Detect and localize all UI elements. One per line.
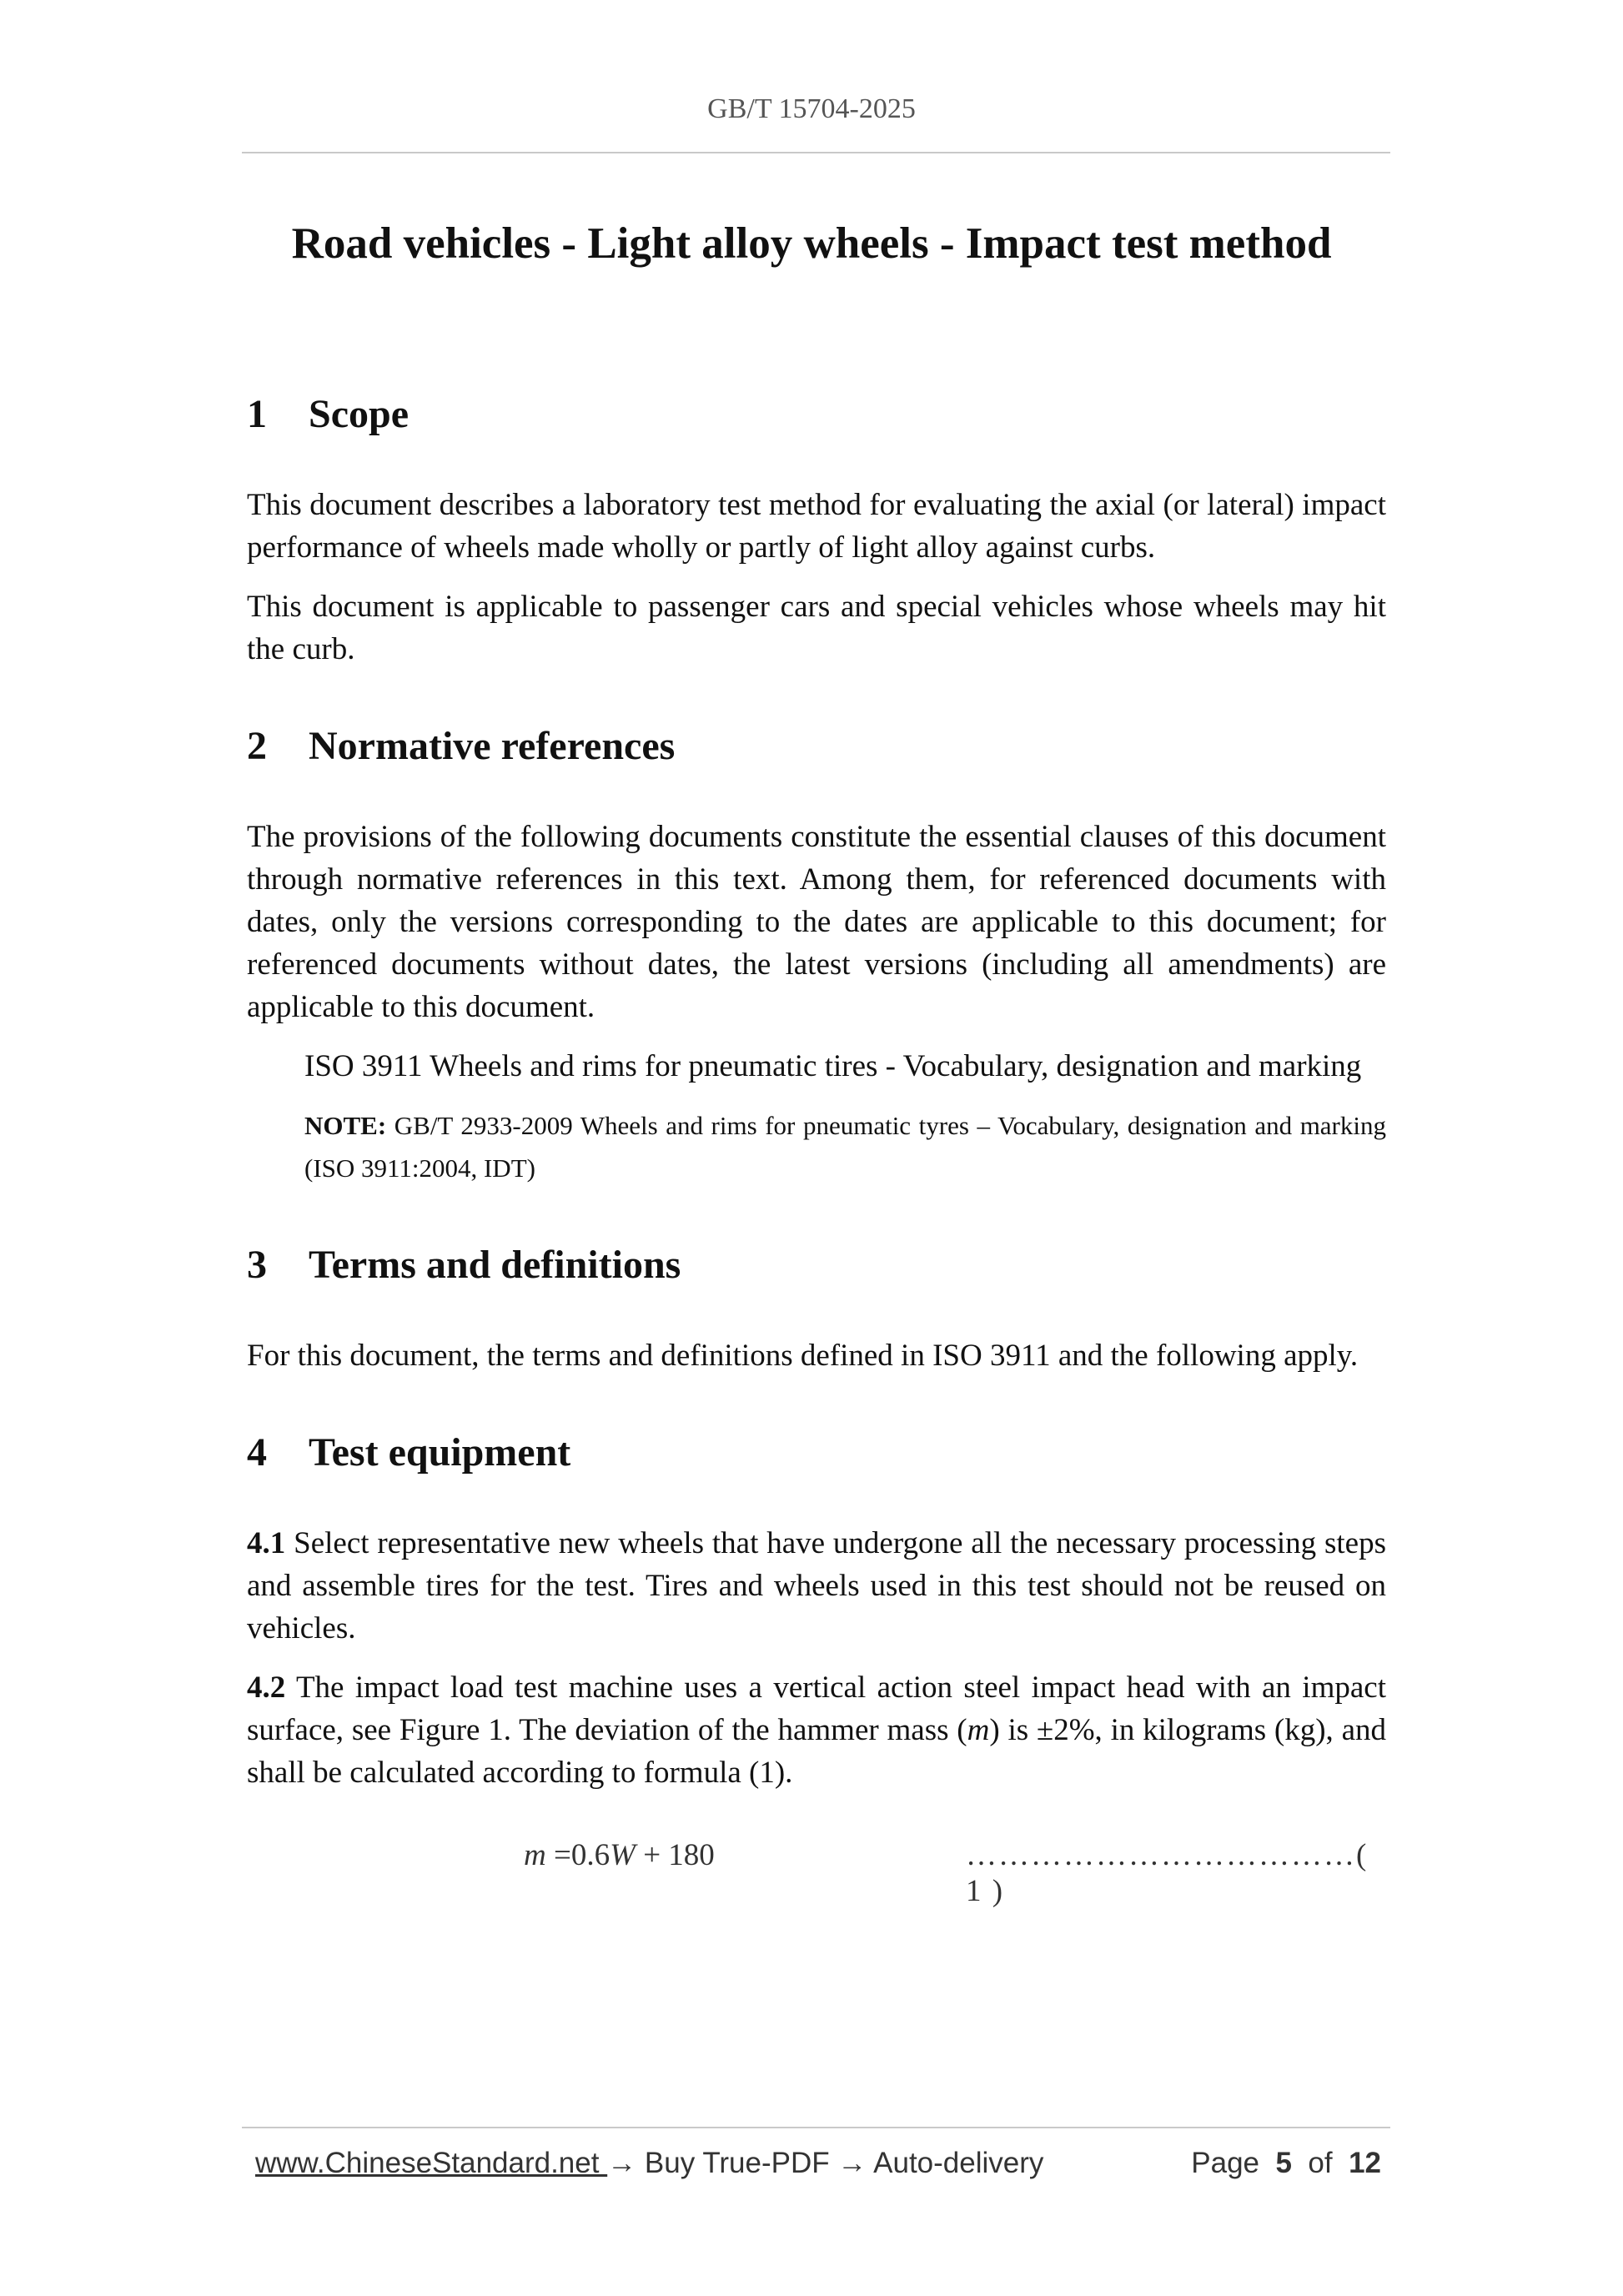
normative-references-paragraph: The provisions of the following documents constitute the essential clauses of this document through normative references in this text. Among them, for referenced documents with dates, only the versions corresponding to the dates are applicable to this document; for referenced documents without dates, the latest versions (including all amendments) are applicable to this document.	[247, 820, 1386, 1024]
section-title: Scope	[309, 392, 409, 436]
buy-pdf-text: Buy True-PDF	[636, 2147, 838, 2179]
formula-1	[247, 1837, 1386, 1908]
document-body	[247, 385, 1386, 1908]
clause-number: 4.2	[247, 1671, 286, 1705]
page-number: 5	[1275, 2147, 1292, 2179]
page-label: Page	[1191, 2147, 1260, 2179]
note-text: GB/T 2933-2009 Wheels and rims for pneumatic tyres – Vocabulary, designation and marking (ISO 3911:2004, IDT)	[304, 1111, 1386, 1183]
document-title: Road vehicles - Light alloy wheels - Impact test method	[291, 219, 1332, 268]
formula-expression	[524, 1837, 715, 1873]
section-1-heading	[247, 385, 1386, 444]
formula-rhs-b: + 180	[635, 1838, 715, 1872]
arrow-right-icon: →	[837, 2147, 867, 2179]
section-number: 3	[247, 1243, 267, 1287]
clause-text: Select representative new wheels that have undergone all the necessary processing steps and assemble tires for the test. Tires and wheels used in this test should not be reused on vehicles.	[247, 1526, 1386, 1645]
section-2-heading	[247, 717, 1386, 776]
section-title: Terms and definitions	[309, 1243, 681, 1287]
footer-divider	[242, 2127, 1390, 2128]
auto-delivery-text: Auto-delivery	[867, 2147, 1044, 2179]
clause-number: 4.1	[247, 1526, 286, 1560]
section-3-heading	[247, 1236, 1386, 1294]
scope-paragraph-1: This document describes a laboratory test method for evaluating the axial (or lateral) impact performance of wheels made wholly or partly of light alloy against curbs.	[247, 488, 1386, 565]
website-link[interactable]: www.ChineseStandard.net	[255, 2147, 608, 2179]
reference-note	[304, 1104, 1386, 1189]
clause-4-2	[247, 1666, 1386, 1794]
clause-text-b: ) is ±2%, in kilograms (kg), and shall be calculated according to formula (1).	[247, 1713, 1386, 1790]
header-standard-id: GB/T 15704-2025	[707, 93, 916, 124]
clause-text-a: The impact load test machine uses a vertical action steel impact head with an impact surface, see Figure 1. The deviation of the hammer mass (	[247, 1671, 1386, 1747]
page-indicator	[1191, 2147, 1381, 2180]
reference-iso-3911: ISO 3911 Wheels and rims for pneumatic tires - Vocabulary, designation and marking	[304, 1049, 1362, 1083]
formula-lhs: m	[524, 1838, 546, 1872]
formula-number	[966, 1837, 1386, 1909]
clause-variable: m	[967, 1713, 990, 1747]
section-number: 1	[247, 392, 267, 436]
section-number: 2	[247, 724, 267, 768]
section-title: Normative references	[309, 724, 676, 768]
arrow-right-icon: →	[607, 2147, 637, 2179]
scope-paragraph-2: This document is applicable to passenger cars and special vehicles whose wheels may hit the curb.	[247, 590, 1386, 666]
formula-leader: ………………………………	[966, 1838, 1356, 1872]
section-4-heading	[247, 1424, 1386, 1482]
formula-rhs-a: =0.6	[545, 1838, 611, 1872]
of-label: of	[1308, 2147, 1333, 2179]
formula-rhs-var: W	[610, 1838, 636, 1872]
section-title: Test equipment	[309, 1430, 571, 1475]
clause-4-1	[247, 1522, 1386, 1650]
formula-label: ( 1 )	[966, 1838, 1369, 1908]
note-label: NOTE:	[304, 1111, 387, 1140]
section-number: 4	[247, 1430, 267, 1475]
footer	[255, 2147, 1381, 2180]
page-total: 12	[1349, 2147, 1381, 2179]
header-divider	[242, 152, 1390, 153]
terms-paragraph: For this document, the terms and definitions defined in ISO 3911 and the following apply.	[247, 1339, 1359, 1373]
